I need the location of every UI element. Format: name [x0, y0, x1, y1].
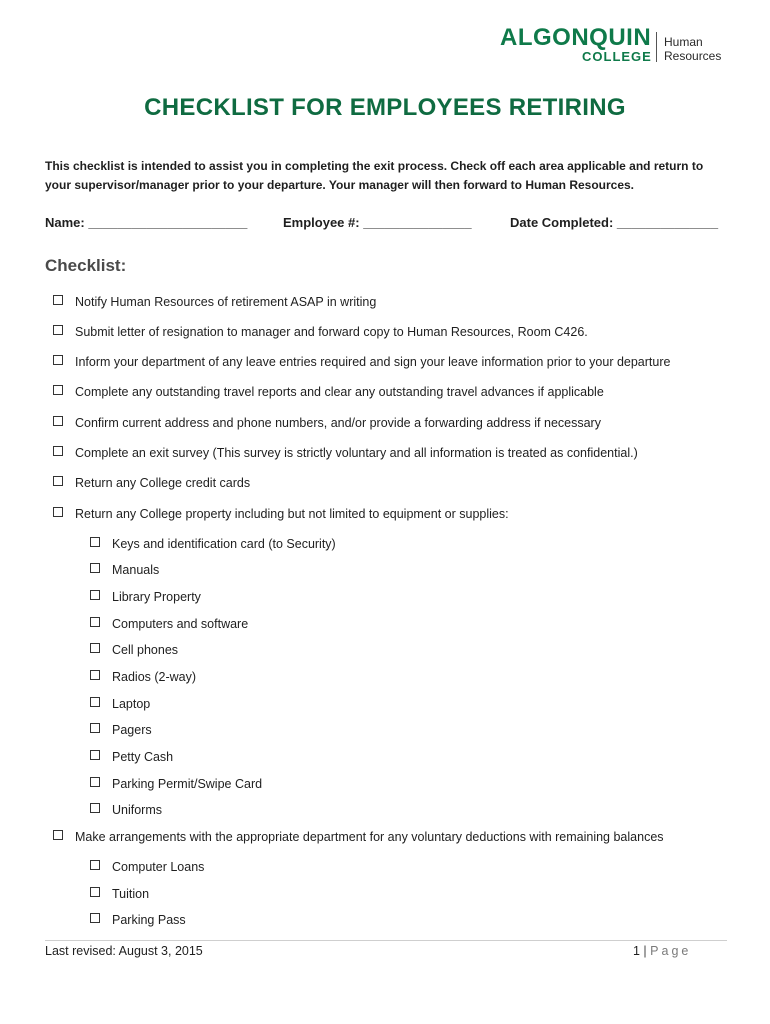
page-number [633, 944, 691, 958]
property-item-label: Uniforms [112, 803, 163, 817]
checkbox[interactable] [90, 617, 100, 627]
checklist-item-label: Submit letter of resignation to manager and forward copy to Human Resources, Room C426. [75, 325, 588, 339]
date-completed-field[interactable]: Date Completed: ______________ [510, 215, 719, 230]
last-revised: Last revised: August 3, 2015 [45, 944, 203, 958]
checkbox[interactable] [90, 887, 100, 897]
property-item-label: Pagers [112, 723, 152, 737]
checkbox[interactable] [90, 563, 100, 573]
property-item-label: Cell phones [112, 643, 179, 657]
checkbox[interactable] [90, 670, 100, 680]
checkbox[interactable] [90, 913, 100, 923]
property-item-laptop[interactable] [90, 697, 150, 711]
checklist-item-exit-survey[interactable] [53, 446, 638, 460]
footer-divider [45, 940, 727, 941]
checklist-item-label: Return any College credit cards [75, 476, 251, 490]
checkbox[interactable] [53, 385, 63, 395]
checklist-item-label: Return any College property including but not limited to equipment or supplies: [75, 507, 509, 521]
logo-college: COLLEGE [582, 49, 652, 64]
property-item-label: Radios (2-way) [112, 670, 197, 684]
property-item-cell-phones[interactable] [90, 643, 178, 657]
checkbox[interactable] [90, 697, 100, 707]
logo-wordmark: ALGONQUIN [500, 24, 652, 51]
checkbox[interactable] [53, 295, 63, 305]
checklist-item-credit-cards[interactable] [53, 476, 250, 490]
property-item-label: Manuals [112, 563, 160, 577]
checkbox[interactable] [90, 537, 100, 547]
page-title: CHECKLIST FOR EMPLOYEES RETIRING [144, 94, 626, 121]
checkbox[interactable] [90, 777, 100, 787]
logo-dept-line2: Resources [664, 49, 722, 63]
page-word: Page [650, 944, 692, 958]
employee-number-field[interactable]: Employee #: _______________ [283, 215, 472, 230]
checklist-item-leave-entries[interactable] [53, 355, 670, 369]
checkbox[interactable] [90, 590, 100, 600]
property-item-label: Parking Permit/Swipe Card [112, 777, 263, 791]
checkbox[interactable] [90, 643, 100, 653]
checklist-item-label: Confirm current address and phone numbers, and/or provide a forwarding address if necessary [75, 416, 601, 430]
logo-department [664, 35, 721, 63]
deduction-item-label: Parking Pass [112, 913, 186, 927]
checklist-item-voluntary-deductions[interactable] [53, 830, 664, 844]
property-item-library[interactable] [90, 590, 201, 604]
checklist-item-label: Inform your department of any leave entries required and sign your leave information prior to your departure [75, 355, 671, 369]
checkbox[interactable] [90, 803, 100, 813]
checkbox[interactable] [53, 416, 63, 426]
checkbox[interactable] [90, 723, 100, 733]
checkbox[interactable] [53, 476, 63, 486]
checklist-item-label: Make arrangements with the appropriate department for any voluntary deductions with remaining balances [75, 830, 664, 844]
checkbox[interactable] [53, 325, 63, 335]
deduction-item-label: Computer Loans [112, 860, 205, 874]
intro-text: This checklist is intended to assist you in completing the exit process. Check off each area applicable and return to your supervisor/manager prior to your departure. Your manager will then forward to Human Resources. [45, 159, 704, 192]
name-field[interactable]: Name: ______________________ [45, 215, 248, 230]
property-item-label: Petty Cash [112, 750, 174, 764]
checklist-item-notify-hr[interactable] [53, 295, 376, 309]
checkbox[interactable] [90, 860, 100, 870]
logo-divider [656, 32, 657, 62]
property-item-label: Laptop [112, 697, 151, 711]
property-item-computers[interactable] [90, 617, 248, 631]
checklist-item-confirm-address[interactable] [53, 416, 601, 430]
checkbox[interactable] [53, 446, 63, 456]
deduction-item-computer-loans[interactable] [90, 860, 204, 874]
checkbox[interactable] [53, 507, 63, 517]
property-item-uniforms[interactable] [90, 803, 162, 817]
page-separator: | [639, 944, 651, 958]
logo-dept-line1: Human [664, 35, 703, 49]
checklist-item-label: Complete any outstanding travel reports and clear any outstanding travel advances if applicable [75, 385, 604, 399]
property-item-petty-cash[interactable] [90, 750, 173, 764]
checkbox[interactable] [53, 830, 63, 840]
deduction-item-parking-pass[interactable] [90, 913, 186, 927]
deduction-item-tuition[interactable] [90, 887, 149, 901]
checklist-item-resignation-letter[interactable] [53, 325, 588, 339]
property-item-parking-permit[interactable] [90, 777, 262, 791]
property-item-label: Keys and identification card (to Security) [112, 537, 336, 551]
checklist-item-label: Notify Human Resources of retirement ASAP in writing [75, 295, 377, 309]
property-item-pagers[interactable] [90, 723, 152, 737]
checklist-item-college-property[interactable] [53, 507, 509, 521]
checkbox[interactable] [53, 355, 63, 365]
property-item-label: Library Property [112, 590, 201, 604]
page-number-value: 1 [633, 944, 640, 958]
checklist-item-label: Complete an exit survey (This survey is strictly voluntary and all information is treated as confidential.) [75, 446, 638, 460]
property-item-keys[interactable] [90, 537, 336, 551]
checklist-heading: Checklist: [45, 256, 127, 275]
checklist-item-travel-reports[interactable] [53, 385, 604, 399]
property-item-label: Computers and software [112, 617, 249, 631]
property-item-radios[interactable] [90, 670, 196, 684]
algonquin-logo [500, 26, 735, 66]
checkbox[interactable] [90, 750, 100, 760]
deduction-item-label: Tuition [112, 887, 150, 901]
property-item-manuals[interactable] [90, 563, 159, 577]
